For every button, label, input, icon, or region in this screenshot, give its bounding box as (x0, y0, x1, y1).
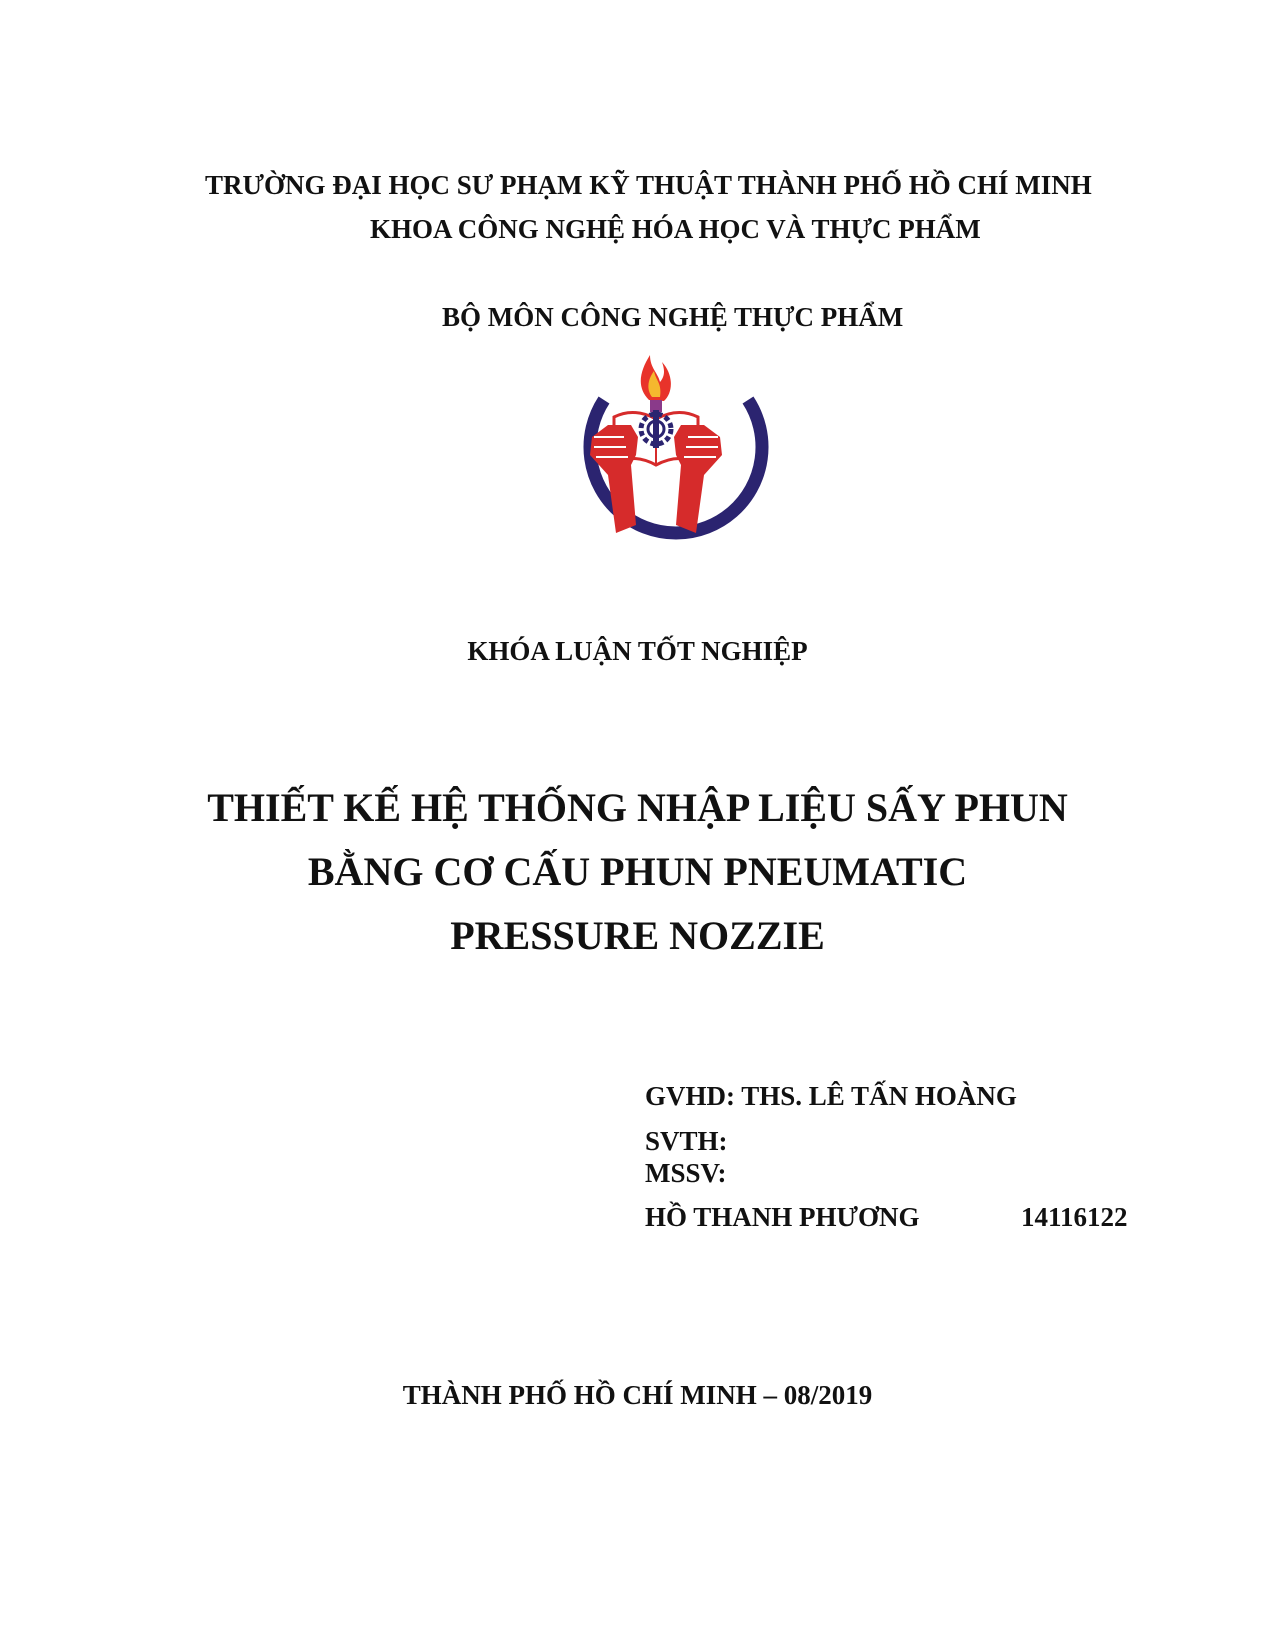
faculty-name: KHOA CÔNG NGHỆ HÓA HỌC VÀ THỰC PHẨM (370, 214, 981, 244)
student-id: 14116122 (1021, 1202, 1128, 1232)
thesis-title-line-3: PRESSURE NOZZIE (450, 913, 825, 958)
university-name: TRƯỜNG ĐẠI HỌC SƯ PHẠM KỸ THUẬT THÀNH PHỐ HỒ CHÍ MINH (205, 170, 1092, 200)
footer-place-date: THÀNH PHỐ HỒ CHÍ MINH – 08/2019 (402, 1380, 873, 1410)
document-type: KHÓA LUẬN TỐT NGHIỆP (467, 636, 808, 666)
thesis-title-line-2: BẰNG CƠ CẤU PHUN PNEUMATIC (307, 849, 968, 894)
mssv-label: MSSV: (645, 1158, 727, 1188)
svth-label: SVTH: (645, 1126, 728, 1156)
student-name: HỒ THANH PHƯƠNG (645, 1202, 920, 1232)
thesis-title-line-1: THIẾT KẾ HỆ THỐNG NHẬP LIỆU SẤY PHUN (207, 785, 1068, 830)
department-name: BỘ MÔN CÔNG NGHỆ THỰC PHẨM (442, 302, 904, 332)
university-logo-icon (576, 355, 776, 565)
advisor-info: GVHD: THS. LÊ TẤN HOÀNG (645, 1081, 1017, 1111)
